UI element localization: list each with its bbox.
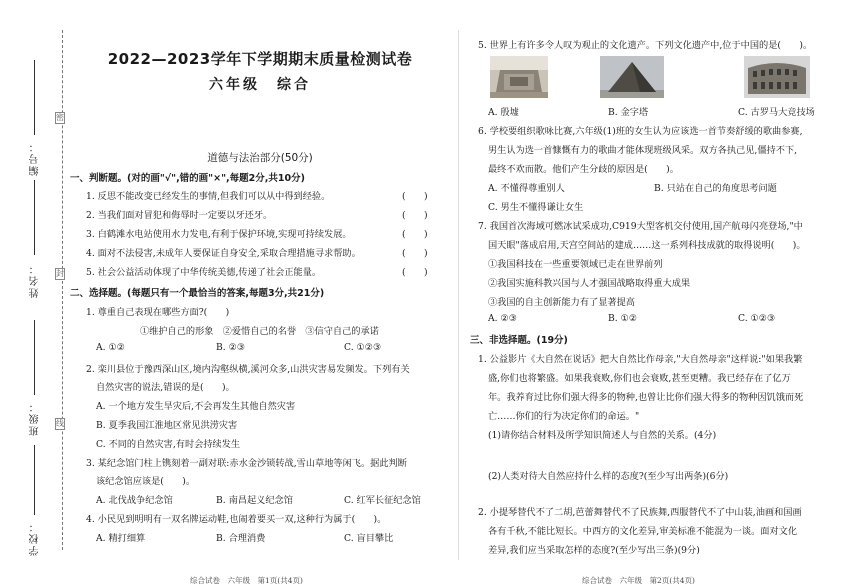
colosseum-photo bbox=[744, 56, 810, 98]
question-stem: 差异,我们应当采取怎样的态度?(至少写出三条)(9分) bbox=[488, 545, 700, 556]
column-divider bbox=[458, 30, 459, 560]
school-label: 学校： bbox=[30, 520, 41, 556]
option-c[interactable]: C. ①②③ bbox=[344, 342, 382, 353]
question-stem: 3. 某纪念馆门柱上镌刻着一副对联:赤水金沙锁转战,雪山草地等闲飞。据此判断 bbox=[86, 458, 407, 469]
judge-item: 4. 面对不法侵害,未成年人要保证自身安全,采取合理措施寻求帮助。 bbox=[86, 248, 361, 259]
number-field[interactable] bbox=[34, 60, 35, 135]
judge-item: 2. 当我们面对冒犯和侮辱时一定要以牙还牙。 bbox=[86, 210, 273, 221]
judge-item: 1. 反思不能改变已经发生的事情,但我们可以从中得到经验。 bbox=[86, 191, 331, 202]
sub-question: (2)人类对待大自然应持什么样的态度?(至少写出两条)(6分) bbox=[488, 471, 729, 482]
question-stem: 自然灾害的说法,错误的是( )。 bbox=[96, 382, 235, 393]
exam-title: 2022—2023学年下学期期末质量检测试卷 bbox=[107, 50, 413, 68]
question-stem: 2. 小提琴替代不了二胡,芭蕾舞替代不了民族舞,西服替代不了中山装,油画和国画 bbox=[478, 507, 802, 518]
question-stem: 男生认为选一首慷慨有力的歌曲才能体现班级风采。双方各执己见,僵持不下, bbox=[488, 145, 798, 156]
question-stem: 1. 公益影片《大自然在说话》把大自然比作母亲,"大自然母亲"这样说:"如果我繁 bbox=[478, 354, 803, 365]
page-footer: 综合试卷 六年级 第2页(共4页) bbox=[582, 576, 695, 585]
binding-tab: 线 bbox=[56, 419, 64, 428]
judge-item: 3. 白鹤滩水电站使用水力发电,有利于保护环境,实现可持续发展。 bbox=[86, 229, 352, 240]
question-stem: 1. 尊重自己表现在哪些方面?( ) bbox=[86, 307, 230, 318]
option-b[interactable]: B. ①② bbox=[608, 313, 638, 324]
oracle-bone-ruins-photo bbox=[490, 56, 548, 98]
question-choices: ①维护自己的形象 ②爱惜自己的名誉 ③信守自己的承诺 bbox=[140, 326, 379, 337]
section-title: 道德与法治部分(50分) bbox=[207, 152, 313, 164]
answer-paren[interactable]: ( ) bbox=[402, 248, 428, 259]
question-item: ③我国的自主创新能力有了显著提高 bbox=[488, 297, 635, 308]
question-item: ①我国科技在一些重要领域已走在世界前列 bbox=[488, 259, 663, 270]
question-stem: 6. 学校要组织歌咏比赛,六年级(1)班的女生认为应该选一首节奏舒缓的歌曲参赛, bbox=[478, 126, 803, 137]
school-field[interactable] bbox=[34, 445, 35, 515]
binding-tab: 密 bbox=[56, 113, 64, 122]
option-c[interactable]: C. ①②③ bbox=[738, 313, 776, 324]
question-stem: 7. 我国首次海域可燃冰试采成功,C919大型客机交付使用,国产航母闪亮登场,"中 bbox=[478, 221, 803, 232]
option-b[interactable]: B. 合理消费 bbox=[216, 533, 266, 544]
question-stem: 该纪念馆应该是( )。 bbox=[96, 476, 196, 487]
option-b[interactable]: B. 南昌起义纪念馆 bbox=[216, 495, 293, 506]
page-1 bbox=[70, 0, 450, 588]
class-label: 班级： bbox=[30, 400, 41, 436]
option-b[interactable]: B. 只站在自己的角度思考问题 bbox=[654, 183, 777, 194]
question-item: ②我国实施科教兴国与人才强国战略取得重大成果 bbox=[488, 278, 691, 289]
class-field[interactable] bbox=[34, 320, 35, 395]
answer-paren[interactable]: ( ) bbox=[402, 210, 428, 221]
option-c[interactable]: C. 红军长征纪念馆 bbox=[344, 495, 421, 506]
option-b[interactable]: B. ②③ bbox=[216, 342, 246, 353]
part1-heading: 一、判断题。(对的画"√",错的画"×",每题2分,共10分) bbox=[70, 173, 305, 184]
option-a[interactable]: A. ①② bbox=[96, 342, 125, 353]
answer-paren[interactable]: ( ) bbox=[402, 229, 428, 240]
option-a[interactable]: A. 北伐战争纪念馆 bbox=[96, 495, 173, 506]
option-a[interactable]: A. 殷墟 bbox=[488, 107, 519, 118]
answer-paren[interactable]: ( ) bbox=[402, 191, 428, 202]
pyramid-photo bbox=[600, 56, 664, 98]
question-stem: 各有千秋,不能比短长。中西方的文化差异,审美标准不能混为一谈。面对文化 bbox=[488, 526, 798, 537]
page-2 bbox=[470, 0, 850, 588]
name-label: 姓名： bbox=[30, 262, 41, 298]
question-stem: 2. 栾川县位于豫西深山区,境内沟壑纵横,溪河众多,山洪灾害易发频发。下列有关 bbox=[86, 364, 410, 375]
question-stem: 最终不欢而散。他们产生分歧的原因是( )。 bbox=[488, 164, 679, 175]
option-b[interactable]: B. 夏季我国江淮地区常见洪涝灾害 bbox=[96, 420, 238, 431]
binding-margin bbox=[0, 0, 70, 588]
question-stem: 国天眼"落成启用,天宫空间站的建成……这一系列科技成就的取得说明( )。 bbox=[488, 240, 806, 251]
sub-question: (1)请你结合材料及所学知识简述人与自然的关系。(4分) bbox=[488, 430, 717, 441]
question-stem: 5. 世界上有许多令人叹为观止的文化遗产。下列文化遗产中,位于中国的是( )。 bbox=[478, 40, 813, 51]
option-a[interactable]: A. 一个地方发生旱灾后,不会再发生其他自然灾害 bbox=[96, 401, 296, 412]
answer-paren[interactable]: ( ) bbox=[402, 267, 428, 278]
binding-tab: 封 bbox=[56, 269, 64, 278]
question-stem: 4. 小民见到明明有一双名牌运动鞋,也闹着要买一双,这种行为属于( )。 bbox=[86, 514, 387, 525]
part3-heading: 三、非选择题。(19分) bbox=[470, 335, 568, 346]
question-stem: 年。我养育过比你们强大得多的物种,也曾让比你们强大得多的物种因饥饿而死 bbox=[488, 392, 804, 403]
option-c[interactable]: C. 古罗马大竞技场 bbox=[738, 107, 815, 118]
part2-heading: 二、选择题。(每题只有一个最恰当的答案,每题3分,共21分) bbox=[70, 288, 325, 299]
option-c[interactable]: C. 盲目攀比 bbox=[344, 533, 394, 544]
option-a[interactable]: A. 不懂得尊重别人 bbox=[488, 183, 565, 194]
binding-cut-line bbox=[62, 30, 63, 550]
question-stem: 盛,你们也将繁盛。如果我衰败,你们也会衰败,甚至更糟。我已经存在了亿万 bbox=[488, 373, 791, 384]
option-a[interactable]: A. ②③ bbox=[488, 313, 517, 324]
name-field[interactable] bbox=[34, 180, 35, 255]
exam-subtitle: 六年级 综合 bbox=[209, 77, 311, 93]
judge-item: 5. 社会公益活动体现了中华传统美德,传递了社会正能量。 bbox=[86, 267, 322, 278]
option-c[interactable]: C. 不同的自然灾害,有时会持续发生 bbox=[96, 439, 241, 450]
option-a[interactable]: A. 精打细算 bbox=[96, 533, 146, 544]
question-stem: 亡……你们的行为决定你们的命运。" bbox=[488, 411, 640, 422]
number-label: 编号： bbox=[30, 140, 41, 176]
option-c[interactable]: C. 男生不懂得谦让女生 bbox=[488, 202, 584, 213]
option-b[interactable]: B. 金字塔 bbox=[608, 107, 649, 118]
page-footer: 综合试卷 六年级 第1页(共4页) bbox=[190, 576, 303, 585]
